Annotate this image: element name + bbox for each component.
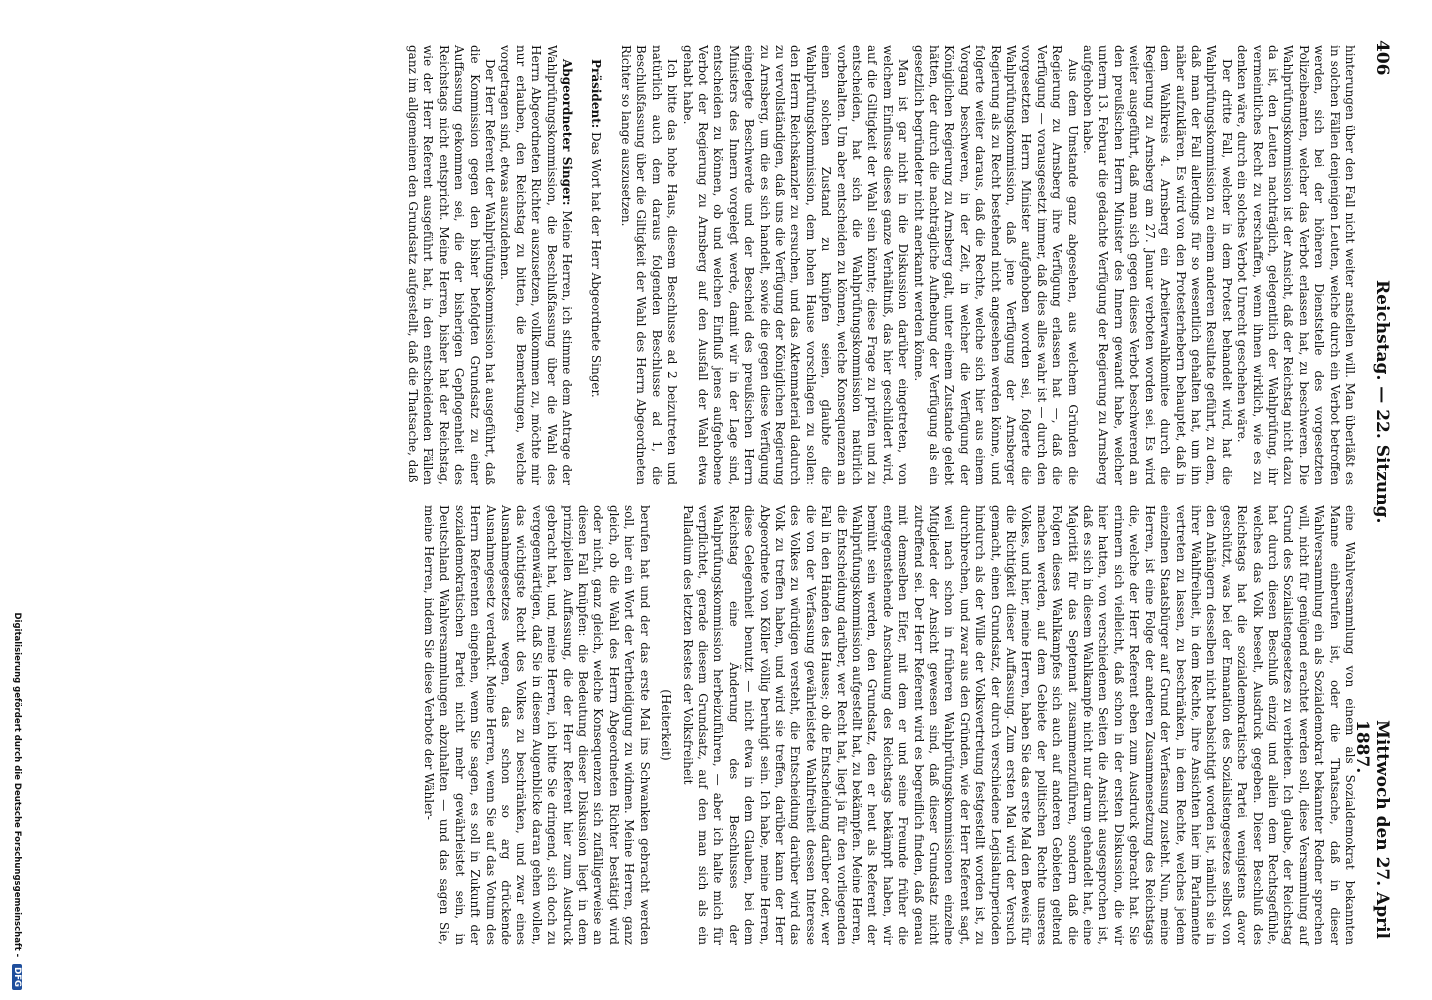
speech-text: Meine Herren, ich stimme dem Antrage der Wahlprüfungskommission, die Beschlußfassung über die Wahl des Herrn Abgeordneten Richter auszusetzen, vollkommen zu, möchte mir nur erlauben, den Reichstag zu bitten, die Bemerkungen, welche vorgetragen sind, etwas auszudehnen. [498,45,575,485]
speaker-name: Abgeordneter Singer: [560,59,575,206]
paragraph: Man ist gar nicht in die Diskussion darüber eingetreten, von welchem Einflusse dieses ganze Verhältniß, das hier geschildert wird, auf die Giltigkeit der Wahl sein könnte; diese Frage zu prüfen und zu entscheiden, hat sich die Wahlprüfungskommission natürlich vorbehalten. Um aber entscheiden zu können, welche Konsequenzen an einen solchen Zustand zu knüpfen seien, glaubte die Wahlprüfungskommission, dem hohen Hause vorschlagen zu sollen: den Herrn Reichskanzler zu ersuchen, und das Aktenmaterial dadurch zu vervollständigen, daß uns die Verfügung der Königlichen Regierung zu Arnsberg, um die es sich handelt, sowie die gegen diese Verfügung eingelegte Beschwerde und der Bescheid des preußischen Herrn Ministers des Innern vorgelegt werde, damit wir in der Lage sind, entscheiden zu können, ob und welchen Einfluß jenes aufgehobene Verbot der Regierung zu Arnsberg auf den Ausfall der Wahl etwa gehabt habe. [680,45,911,485]
digitization-credit [12,0,22,990]
paragraph: hinterungen über den Fall nicht weiter anstellen will. Man überläßt es in solchen Fällen denjenigen Leuten, welche durch ein Verbot betroffen werden, sich bei der höheren Dienststelle des vorgesetzten Polizeibeamten, welcher das Verbot erlassen hat, zu beschweren. Die Wahlprüfungskommission ist der Ansicht, daß der Reichstag nicht dazu da ist, den Leuten nachträglich, gelegentlich der Wahlprüfung, ihr vermeintliches Recht zu verschaffen, wenn ihnen wirklich, wie es zu denken wäre, durch ein solches Verbot Unrecht geschehen wäre. [1235,45,1357,485]
paragraph: Aus dem Umstande ganz abgesehen, aus welchem Gründen die Regierung zu Arnsberg ihre Verfügung erlassen hat —, daß die Verfügung — vorausgesetzt immer, daß dies alles wahr ist — durch den vorgesetzten Herrn Minister aufgehoben worden sei, folgerte die Wahlprüfungskommission, daß jene Verfügung der Arnsberger Regierung als zu Recht bestehend nicht angesehen werden könne, und folgerte weiter daraus, daß die Rechte, welche sich hier aus einem Vorgang beschweren, in der Zeit, in welcher die Verfügung der Königlichen Regierung zu Arnsberg galt, unter einem Zustande gelebt hätten, der durch die nachträgliche Aufhebung der Verfügung als ein gesetzlich begründeter nicht anerkannt werden könne. [911,45,1080,485]
singer-paragraph [497,45,574,485]
dfg-logo: DFG [12,964,22,990]
left-column [405,45,1357,485]
speaker-name: Präsident: [589,59,604,129]
session-title: Reichstag. — 22. Sitzung. [1372,280,1392,524]
interjection: (Heiterkeit) [659,689,674,761]
session-date: Mittwoch den 27. April 1887. [1352,720,1392,940]
credit-text: Digitalisierung gefördert durch die Deutsche Forschungsgemeinschaft - [12,612,22,958]
right-column [421,505,1357,945]
page-number: 406 [1372,40,1392,76]
paragraph: Der dritte Fall, welcher in dem Protest behandelt wird, hat die Wahlprüfungskommission zu einem anderen Resultate geführt, zu dem, daß man der Fall allerdings für so wesentlich gehalten hat, um ihn näher aufzuklären. Es wird von den Protesterhebern behauptet, daß in dem Wahlkreis 4. Arnsberg ein Arbeiterwahlkomitee durch die Regierung zu Arnsberg am 27. Januar verboten worden sei. Es wird weiter ausgeführt, daß man sich gegen dieses Verbot beschwerend an den preußischen Herrn Minister des Innern gewandt habe, welcher unterm 13. Februar die gedachte Verfügung der Regierung zu Arnsberg aufgehoben habe. [1081,45,1234,485]
speech-text: Das Wort hat der Herr Abgeordnete Singer. [589,132,604,398]
page-header [1352,40,1402,955]
paragraph: Der Herr Referent der Wahlprüfungskommission hat ausgeführt, daß die Kommission gegen den bisher befolgten Grundsatz zu einer Auffassung gekommen sei, die der bisherigen Gepflogenheit des Reichstags nicht entspricht. Meine Herren, bisher hat der Reichstag, wie der Herr Referent ausgeführt hat, in den entscheidenden Fällen ganz im allgemeinen den Grundsatz aufgestellt, daß die Thatsache, daß [406,45,498,485]
president-paragraph [588,45,603,485]
paragraph: Ich bitte das hohe Haus, diesem Beschlusse ad 2 beizutreten und natürlich auch dem daraus folgenden Beschlusse ad 1, die Beschlußfassung über die Giltigkeit der Wahl des Herrn Abgeordneten Richter so lange auszusetzen. [618,45,680,485]
paragraph: eine Wahlversammlung von einem als Sozialdemokrat bekannten Manne einberufen ist, oder die Thatsache, daß in dieser Wahlversammlung ein als Sozialdemokrat bekannter Redner sprechen will, nicht für genügend erachtet werden soll, diese Versammlung auf Grund des Sozialistengesetzes zu verbieten. Ich glaube, der Reichstag hat durch diesen Beschluß einzig und allein dem Rechtsgefühle, welches das Volk beseelt, Ausdruck gegeben. Dieser Beschluß des Reichstags hat die sozialdemokratische Partei wenigstens davor geschützt, was bei der Emanation des Sozialistengesetzes selbst von den Anhängern desselben nicht beabsichtigt worden ist, nämlich sie in ihrer Wahlfreiheit, in dem Rechte, ihre Ansichten hier im Parlamente vertreten zu lassen, zu beschränken, in dem Rechte, welches jedem einzelnen Staatsbürger auf Grund der Verfassung zusteht. Nun, meine Herren, ist eine Folge der anderen Zusammensetzung des Reichstags die, welche der Herr Referent eben zum Ausdruck gebracht hat. Sie erinnern sich vielleicht, daß schon in der ersten Diskussion, die wir hier hatten, von verschiedenen Seiten die Ansicht ausgesprochen ist, daß es sich in diesem Wahlkampfe nicht nur darum gehandelt hat, eine Majorität für das Septennat zusammenzuführen, sondern daß die Folgen dieses Wahlkampfes sich auch auf anderen Gebieten geltend machen werden, auf dem Gebiete der politischen Rechte unseres Volkes, und hier, meine Herren, haben Sie das erste Mal den Beweis für die Richtigkeit dieser Auffassung. Zum ersten Mal wird der Versuch gemacht, einen Grundsatz, der durch verschiedene Legislaturperioden hindurch als der Wille der Volksvertretung festgestellt worden ist, zu durchbrechen, und zwar aus den Gründen, wie der Herr Referent sagt, weil nach schon in früheren Wahlprüfungskommissionen einzelne Mitglieder der Ansicht gewesen sind, daß dieser Grundsatz nicht zutreffend sei. Der Herr Referent wird es begreiflich finden, daß genau mit demselben Eifer, mit dem er und seine Freunde früher die entgegenstehende Anschauung des Reichstags bekämpft haben, wir bemüht sein werden, den Grundsatz, den er heut als Referent der Wahlprüfungskommission aufgestellt hat, zu bekämpfen. Meine Herren, die Entscheidung darüber, wer Recht hat, liegt ja für den vorliegenden Fall in den Händen des Hauses; ob die Entscheidung darüber oder, wer die von der Verfassung gewährleistete Wahlfreiheit dessen Interesse des Volkes zu würdigen versteht, die Entscheidung darüber wird das Volk zu treffen haben, und wird sie treffen, darüber kann der Herr Abgeordnete von Köller völlig beruhigt sein. Ich habe, meine Herren, diese Gelegenheit benutzt — nicht etwa in dem Glauben, bei dem Reichstag eine Änderung des Beschlusses der Wahlprüfungskommission herbeizuführen, — aber ich halte mich für verpflichtet, gerade diesem Grundsatz, auf den man sich als ein Palladium des letzten Restes der Volksfreiheit [680,505,1357,945]
paragraph: berufen hat und der das erste Mal ins Schwanken gebracht werden soll, hier ein Wort der Vertheidigung zu widmen. Meine Herren, ganz gleich, ob die Wahl des Herrn Abgeordneten Richter bestätigt wird oder nicht, ganz gleich, welche Konsequenzen sich zufälligerweise an diesen Fall knüpfen: die Bedeutung dieser Diskussion liegt in dem prinzipiellen Auffassung, die der Herr Referent hier zum Ausdruck gebracht hat, und, meine Herren, ich bitte Sie dringend, sich doch zu vergegenwärtigen, daß Sie in diesem Augenblicke daran gehen wollen, das wichtigste Recht des Volkes zu beschränken, und zwar eines Ausnahmegesetzes wegen, das schon so arg drückende Ausnahmegesetz verdankt. Meine Herren, wenn Sie auf das Votum des Herrn Referenten eingehen, wenn Sie sagen, es soll in Zukunft der sozialdemokratischen Partei nicht mehr gewährleistet sein, in Deutschland Wahlversammlungen abzuhalten — und das sagen Sie, meine Herren, indem Sie diese Verbote der Wähler- [422,505,652,945]
